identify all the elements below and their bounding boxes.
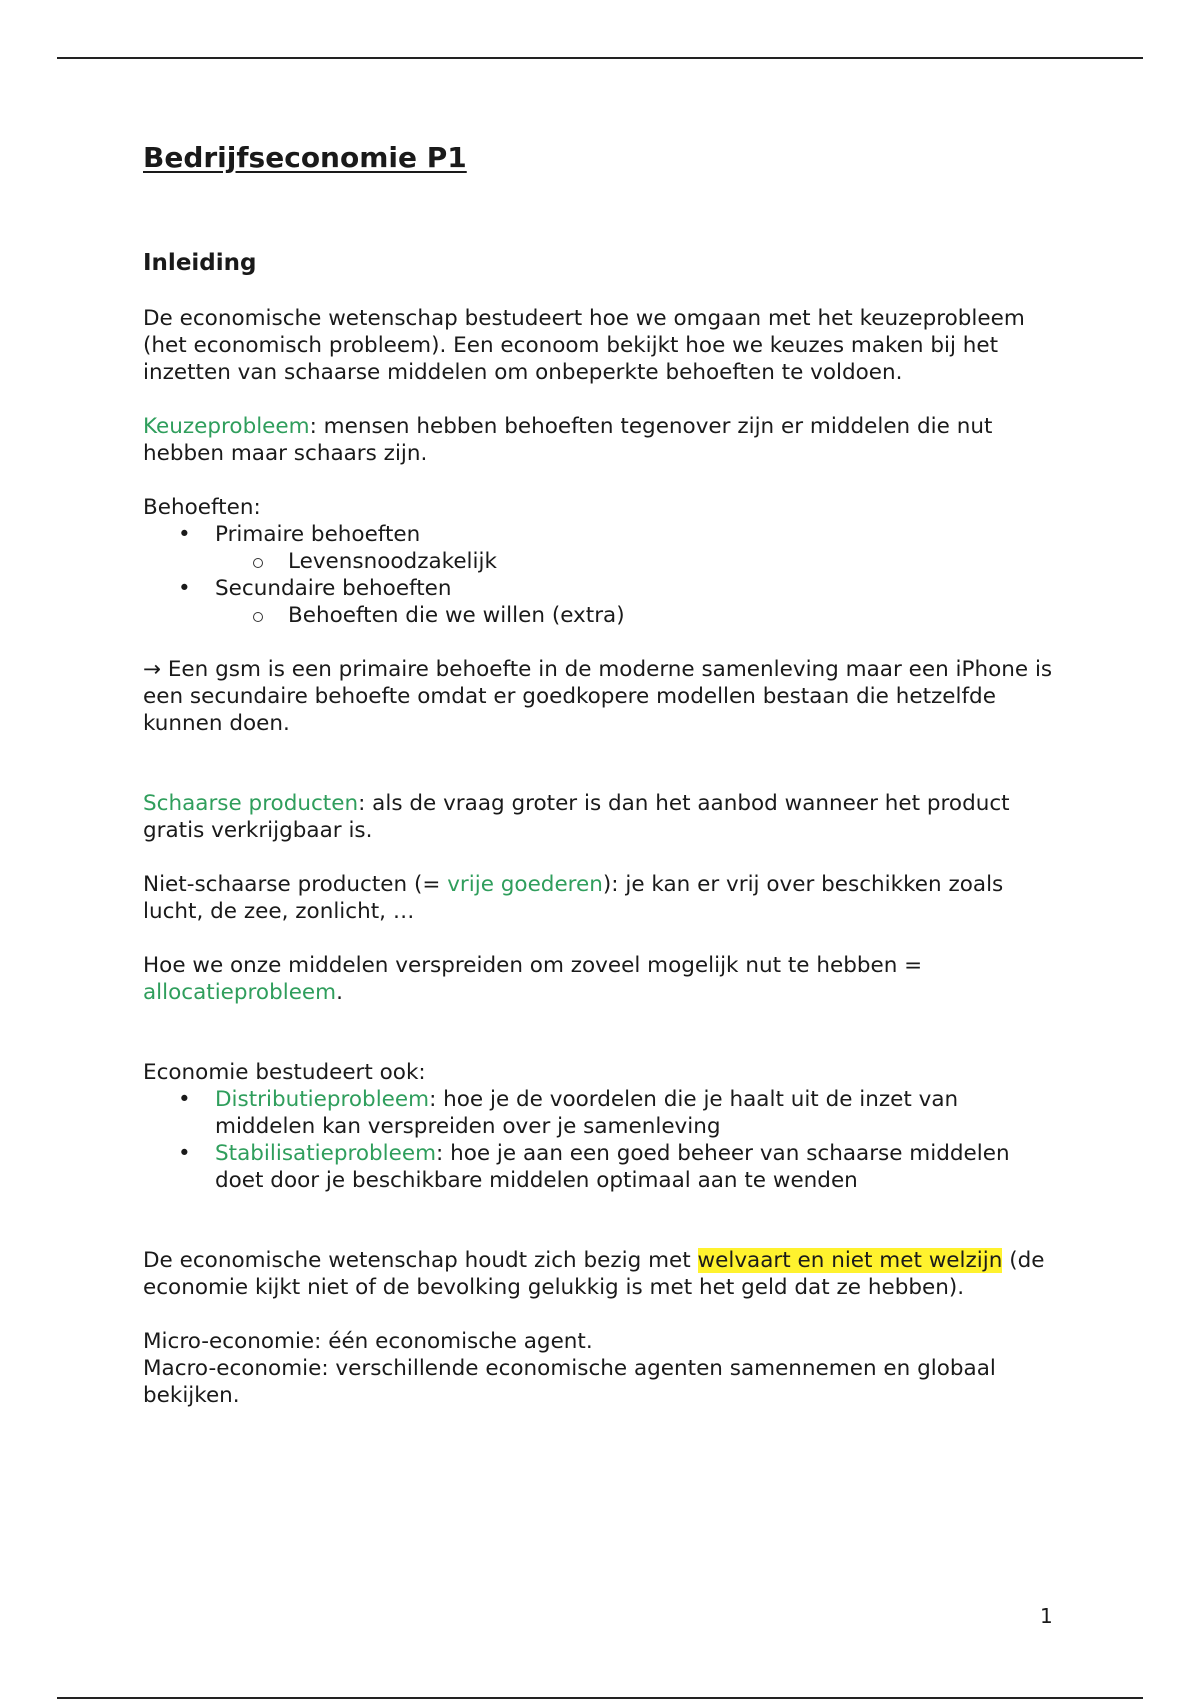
allocatie-term: allocatieprobleem bbox=[143, 980, 337, 1005]
document-title: Bedrijfseconomie P1 bbox=[143, 141, 467, 174]
vrije-goederen-term: vrije goederen bbox=[447, 872, 603, 897]
allocatie-suffix: . bbox=[336, 980, 343, 1005]
stabilisatieprobleem-text: : hoe je aan een goed beheer van schaarse middelen doet door je beschikbare middelen optimaal aan te wenden bbox=[215, 1141, 1010, 1193]
allocatie-text: Hoe we onze middelen verspreiden om zoveel mogelijk nut te hebben = bbox=[143, 953, 923, 978]
list-item bbox=[215, 575, 1063, 629]
secundaire-behoeften-label: Secundaire behoeften bbox=[215, 576, 452, 601]
primaire-behoeften-label: Primaire behoeften bbox=[215, 522, 421, 547]
niet-schaarse-paragraph bbox=[143, 871, 1063, 925]
page-number: 1 bbox=[1040, 1604, 1053, 1628]
header-rule bbox=[57, 57, 1143, 59]
niet-schaarse-prefix: Niet-schaarse producten (= bbox=[143, 872, 448, 897]
footer-rule bbox=[57, 1697, 1143, 1699]
allocatie-paragraph bbox=[143, 952, 1063, 1006]
primaire-sublist bbox=[215, 548, 1063, 575]
document-page bbox=[143, 140, 1063, 1409]
schaarse-term: Schaarse producten bbox=[143, 791, 359, 816]
keuzeprobleem-text: : mensen hebben behoeften tegenover zijn er middelen die nut hebben maar schaars zijn. bbox=[143, 414, 993, 466]
economie-ook-label: Economie bestudeert ook: bbox=[143, 1060, 426, 1085]
distributieprobleem-term: Distributieprobleem bbox=[215, 1087, 430, 1112]
schaarse-text: : als de vraag groter is dan het aanbod wanneer het product gratis verkrijgbaar is. bbox=[143, 791, 1010, 843]
stabilisatieprobleem-term: Stabilisatieprobleem bbox=[215, 1141, 437, 1166]
niet-schaarse-text: ): je kan er vrij over beschikken zoals lucht, de zee, zonlicht, … bbox=[143, 872, 1004, 924]
keuzeprobleem-term: Keuzeprobleem bbox=[143, 414, 310, 439]
behoeften-label: Behoeften: bbox=[143, 495, 261, 520]
intro-paragraph: De economische wetenschap bestudeert hoe we omgaan met het keuzeprobleem (het economisch probleem). Een econoom bekijkt hoe we keuzes maken bij het inzetten van schaarse middelen om onbeperkte behoeften te voldoen. bbox=[143, 306, 1025, 385]
welvaart-highlight: welvaart en niet met welzijn bbox=[697, 1248, 1003, 1273]
behoeften-list bbox=[143, 521, 1063, 629]
gsm-example-paragraph: → Een gsm is een primaire behoefte in de moderne samenleving maar een iPhone is een secundaire behoefte omdat er goedkopere modellen bestaan die hetzelfde kunnen doen. bbox=[143, 657, 1053, 736]
list-item bbox=[215, 1140, 1063, 1194]
keuzeprobleem-paragraph bbox=[143, 413, 1063, 467]
welvaart-suffix: (de economie kijkt niet of de bevolking gelukkig is met het geld dat ze hebben). bbox=[143, 1248, 1045, 1300]
list-item bbox=[215, 521, 1063, 575]
micro-economie-line: Micro-economie: één economische agent. bbox=[143, 1329, 593, 1354]
list-item bbox=[215, 1086, 1063, 1140]
distributieprobleem-text: : hoe je de voordelen die je haalt uit de inzet van middelen kan verspreiden over je samenleving bbox=[215, 1087, 959, 1139]
section-heading: Inleiding bbox=[143, 250, 257, 276]
economie-ook-list bbox=[143, 1086, 1063, 1194]
welvaart-paragraph bbox=[143, 1247, 1063, 1301]
list-item: Levensnoodzakelijk bbox=[288, 548, 1063, 575]
welvaart-text: De economische wetenschap houdt zich bezig met bbox=[143, 1248, 698, 1273]
secundaire-sublist bbox=[215, 602, 1063, 629]
list-item: Behoeften die we willen (extra) bbox=[288, 602, 1063, 629]
macro-economie-line: Macro-economie: verschillende economische agenten samennemen en globaal bekijken. bbox=[143, 1356, 996, 1408]
schaarse-paragraph bbox=[143, 790, 1063, 844]
